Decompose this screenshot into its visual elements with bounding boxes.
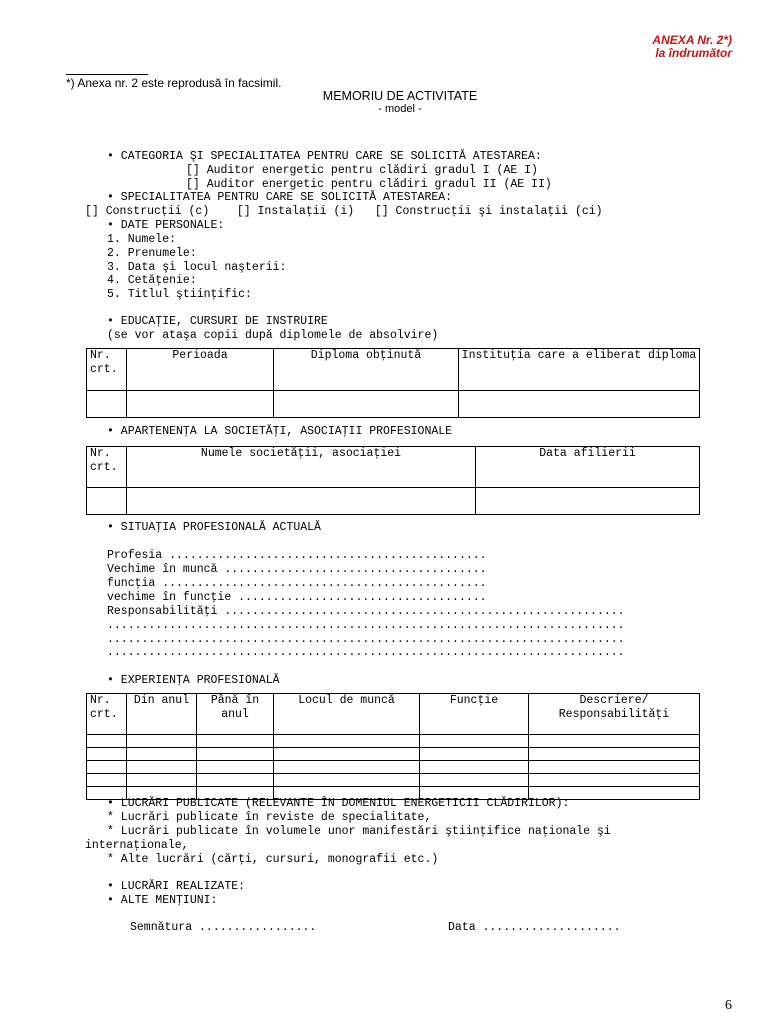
table-header: Descriere/ Responsabilităţi: [529, 694, 700, 735]
education-note: (se vor ataşa copii după diplomele de absolvire): [107, 329, 439, 342]
field-profession: Profesia ..............................................: [107, 549, 487, 562]
dotted-line: ...........................................................................: [107, 633, 625, 646]
annex-label: [652, 34, 732, 60]
category-heading: • CATEGORIA ŞI SPECIALITATEA PENTRU CARE SE SOLICITĂ ATESTAREA:: [107, 150, 542, 163]
publications-item-proceedings-cont: internaţionale,: [85, 839, 189, 852]
table-header: Data afilierii: [476, 447, 700, 488]
table-header: Locul de muncă: [274, 694, 420, 735]
table-cell[interactable]: [127, 488, 476, 515]
footnote: *) Anexa nr. 2 este reprodusă în facsimil.: [66, 76, 282, 90]
education-heading: • EDUCAŢIE, CURSURI DE INSTRUIRE: [107, 315, 328, 328]
table-cell[interactable]: [274, 761, 420, 774]
table-cell[interactable]: [274, 774, 420, 787]
annex-line2: la îndrumător: [655, 46, 732, 60]
table-cell[interactable]: [87, 774, 127, 787]
annex-line1: ANEXA Nr. 2*): [652, 33, 732, 47]
experience-table: [86, 693, 700, 800]
option-ae1: [] Auditor energetic pentru clădiri gradul I (AE I): [186, 164, 538, 177]
works-heading: • LUCRĂRI REALIZATE:: [107, 880, 246, 893]
table-cell[interactable]: [529, 761, 700, 774]
table-cell[interactable]: [529, 774, 700, 787]
table-cell[interactable]: [127, 735, 197, 748]
table-header: Diploma obţinută: [274, 349, 459, 391]
publications-item-journals: * Lucrări publicate în reviste de specialitate,: [107, 811, 432, 824]
table-header: Funcţie: [420, 694, 529, 735]
page-number: 6: [725, 998, 732, 1013]
table-cell[interactable]: [127, 761, 197, 774]
table-cell[interactable]: [197, 735, 274, 748]
table-cell[interactable]: [87, 391, 127, 418]
table-cell[interactable]: [87, 748, 127, 761]
signature-field: Semnătura .................: [130, 921, 317, 934]
table-cell[interactable]: [87, 488, 127, 515]
document-subtitle: - model -: [378, 103, 422, 115]
table-header: Nr. crt.: [87, 447, 127, 488]
personal-data-heading: • DATE PERSONALE:: [107, 219, 225, 232]
table-header: Instituţia care a eliberat diploma: [459, 349, 700, 391]
specialty-heading: • SPECIALITATEA PENTRU CARE SE SOLICITĂ ATESTAREA:: [107, 191, 453, 204]
table-header: Nr. crt.: [87, 694, 127, 735]
societies-heading: • APARTENENŢA LA SOCIETĂŢI, ASOCIAŢII PROFESIONALE: [107, 425, 453, 438]
table-cell[interactable]: [127, 774, 197, 787]
publications-item-proceedings: * Lucrări publicate în volumele unor manifestări ştiinţifice naţionale şi: [107, 825, 611, 838]
field-responsibilities: Responsabilităţi ..........................................................: [107, 605, 625, 618]
table-cell[interactable]: [87, 735, 127, 748]
table-header: Până în anul: [197, 694, 274, 735]
publications-item-other: * Alte lucrări (cărţi, cursuri, monografii etc.): [107, 853, 439, 866]
date-field: Data ....................: [448, 921, 621, 934]
table-cell[interactable]: [420, 748, 529, 761]
field-citizenship: 4. Cetăţenie:: [107, 274, 197, 287]
table-cell[interactable]: [274, 748, 420, 761]
field-name: 1. Numele:: [107, 233, 177, 246]
option-ae2: [] Auditor energetic pentru clădiri gradul II (AE II): [186, 178, 552, 191]
table-cell[interactable]: [197, 761, 274, 774]
field-title: 5. Titlul ştiinţific:: [107, 288, 252, 301]
field-function: funcţia ...............................................: [107, 577, 487, 590]
table-cell[interactable]: [197, 774, 274, 787]
table-header: Din anul: [127, 694, 197, 735]
table-cell[interactable]: [529, 748, 700, 761]
education-table: [86, 348, 700, 418]
other-mentions-heading: • ALTE MENŢIUNI:: [107, 894, 218, 907]
table-cell[interactable]: [197, 748, 274, 761]
table-cell[interactable]: [127, 748, 197, 761]
field-birth: 3. Data şi locul naşterii:: [107, 261, 287, 274]
table-cell[interactable]: [87, 761, 127, 774]
table-cell[interactable]: [274, 391, 459, 418]
table-cell[interactable]: [476, 488, 700, 515]
dotted-line: ...........................................................................: [107, 646, 625, 659]
field-firstname: 2. Prenumele:: [107, 247, 197, 260]
table-cell[interactable]: [420, 774, 529, 787]
field-function-seniority: vechime în funcţie ....................................: [107, 591, 487, 604]
footnote-rule: [66, 74, 148, 75]
table-header: Nr. crt.: [87, 349, 127, 391]
table-cell[interactable]: [420, 761, 529, 774]
table-cell[interactable]: [127, 391, 274, 418]
experience-heading: • EXPERIENŢA PROFESIONALĂ: [107, 674, 280, 687]
situation-heading: • SITUAŢIA PROFESIONALĂ ACTUALĂ: [107, 521, 321, 534]
dotted-line: ...........................................................................: [107, 619, 625, 632]
table-cell[interactable]: [459, 391, 700, 418]
field-seniority: Vechime în muncă ......................................: [107, 563, 487, 576]
publications-heading: • LUCRĂRI PUBLICATE (RELEVANTE ÎN DOMENIUL ENERGETICII CLĂDIRILOR):: [107, 797, 570, 810]
table-cell[interactable]: [274, 735, 420, 748]
document-title: MEMORIU DE ACTIVITATE: [322, 89, 478, 103]
table-cell[interactable]: [529, 735, 700, 748]
table-header: Numele societăţii, asociaţiei: [127, 447, 476, 488]
table-header: Perioada: [127, 349, 274, 391]
societies-table: [86, 446, 700, 515]
specialty-options: [] Construcţii (c) [] Instalaţii (i) [] Construcţii şi instalaţii (ci): [85, 205, 603, 218]
table-cell[interactable]: [420, 735, 529, 748]
